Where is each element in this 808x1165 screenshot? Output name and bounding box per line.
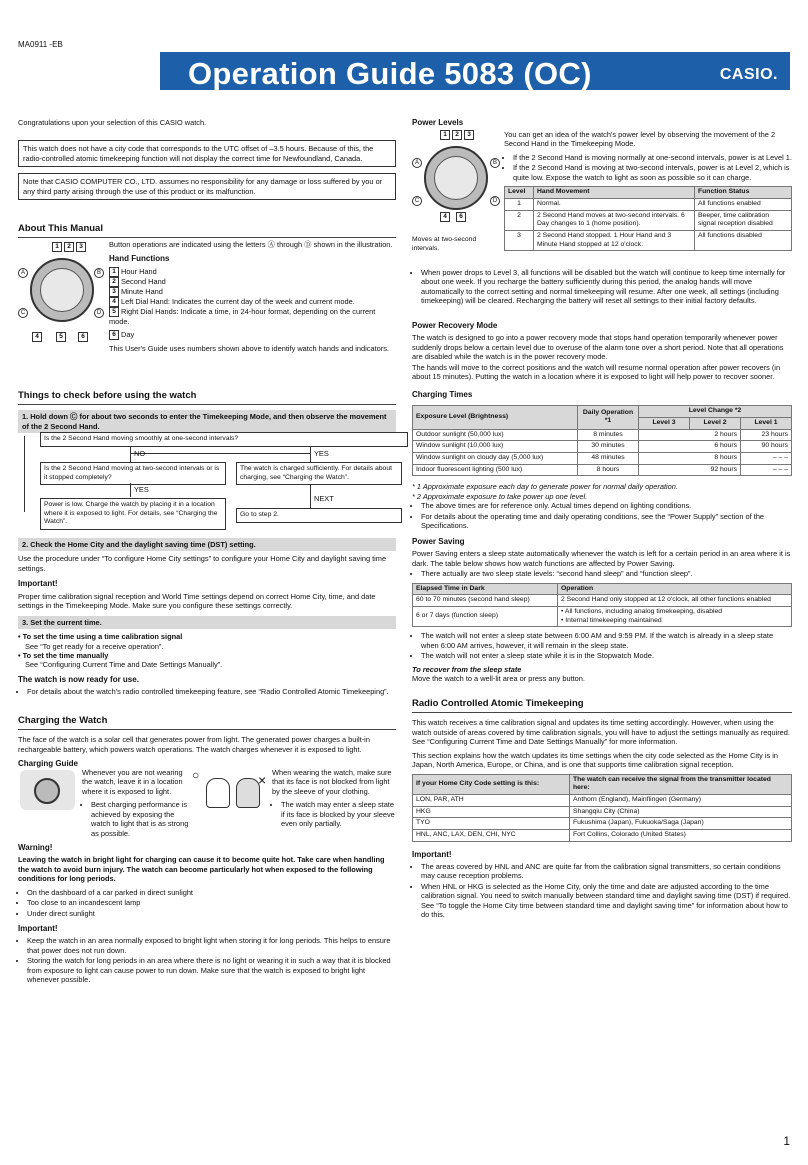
- table-row: HNL, ANC, LAX, DEN, CHI, NYC Fort Collins, Colorado (United States): [413, 829, 792, 841]
- footnote-1: * 1 Approximate exposure each day to generate power for normal daily operation.: [412, 482, 678, 492]
- set-manual-title: • To set the time manually: [18, 650, 109, 660]
- button-b-label: B: [94, 268, 104, 278]
- step-1: 1. Hold down Ⓒ for about two seconds to enter the Timekeeping Mode, and then observe the movement of the 2 Second Hand.: [18, 410, 396, 433]
- power-level-bullet: • If the 2 Second Hand is moving normally at one-second intervals, power is at Level 1.: [513, 153, 792, 162]
- charging-times-bullet: • For details about the operating time and daily operating conditions, see the “Power Supply” section of the Specifications.: [421, 512, 792, 531]
- about-heading: About This Manual: [18, 223, 396, 238]
- recovery-text-2: The hands will move to the correct positions and the watch will resume normal operation after power recovers (in about 15 minutes). Putting the watch in a location where it is exposed to light will help power to recover sooner.: [412, 362, 781, 382]
- watch-face-icon: [30, 258, 94, 322]
- marker-1: 1: [52, 242, 62, 252]
- table-row: TYO Fukushima (Japan), Fukuoka/Saga (Japan): [413, 818, 792, 830]
- charging-guide-title: Charging Guide: [18, 759, 78, 769]
- power-level-bullet: • If the 2 Second Hand is moving at two-second intervals, power is at Level 2, which is quite low. Expose the watch to light as soon as possible so it can charge.: [513, 163, 792, 182]
- flow-yes-label-2: YES: [134, 485, 149, 494]
- table-row: 60 to 70 minutes (second hand sleep) 2 Second Hand only stopped at 12 o'clock, all other functions enabled: [413, 595, 792, 607]
- power-saving-bullet: • The watch will not enter a sleep state while it is in the Stopwatch Mode.: [421, 651, 792, 660]
- power-saving-text: Power Saving enters a sleep state automatically whenever the watch is left for a certain period in an area where it is dark. The table below shows how watch functions are affected by Power Saving.: [412, 549, 791, 568]
- radio-important-item: • When HNL or HKG is selected as the Home City, only the time and date are adjusted according to the time calibration signal. You need to switch manually between standard time and daylight saving time (DST) if required. See “To toggle the Home City time between standard time and daylight saving time” for information about how to do this.: [421, 882, 792, 920]
- about-text: Button operations are indicated using the letters Ⓐ through Ⓓ shown in the illustration.: [109, 240, 393, 249]
- button-c-label: C: [18, 308, 28, 318]
- bare-wrist-icon: [206, 778, 230, 808]
- power-saving-bullet: • The watch will not enter a sleep state between 6:00 AM and 9:59 PM. If the watch is already in a sleep state when 6:00 AM arrives, however, it will remain in the sleep state.: [421, 631, 792, 650]
- things-steps: [18, 538, 396, 701]
- table-row: 3 2 Second Hand stopped. 1 Hour Hand and 3 Minute Hand stopped at 12 o'clock. All functions disabled: [505, 231, 792, 251]
- charging-heading: Charging the Watch: [18, 715, 396, 730]
- flow-goto-step2: Go to step 2.: [236, 508, 402, 523]
- power-levels-section: [412, 118, 792, 130]
- watch-illustration: [18, 240, 104, 342]
- casio-logo: CASIO.: [719, 66, 778, 83]
- recovery-text-1: The watch is designed to go into a power recovery mode that stops hand operation temporarily whenever power suddenly drops below a certain level due to overuse of the alarm tone over a short period. Note that all operations are disabled while the watch is in the power recovery mode.: [412, 333, 784, 362]
- button-d-label: D: [94, 308, 104, 318]
- ok-icon: ○: [192, 768, 200, 782]
- table-row: LON, PAR, ATH Anthorn (England), Mainflingen (Germany): [413, 794, 792, 806]
- watch-caption: Moves at two-second intervals.: [412, 236, 477, 252]
- watch-face-icon: [424, 146, 488, 210]
- power-levels-body: [504, 130, 792, 251]
- button-a-label: A: [18, 268, 28, 278]
- hand-item: 4 Left Dial Hand: Indicates the current day of the week and current mode.: [109, 297, 396, 307]
- radio-important-heading: Important!: [412, 849, 452, 859]
- flow-question-2: Is the 2 Second Hand moving at two-second intervals or is it stopped completely?: [40, 462, 226, 485]
- hand-item: 6 Day: [109, 330, 396, 340]
- power-saving-heading: Power Saving: [412, 537, 465, 546]
- important-item: • Storing the watch for long periods in an area where there is no light or wearing it in such a way that it is blocked from exposure to light can cause power to run down. Make sure that the watch is exposed to bright light whenever possible.: [27, 956, 396, 984]
- hand-item: 5 Right Dial Hands: Indicate a time, in 24-hour format, depending on the current mode.: [109, 306, 376, 326]
- title-banner: [160, 52, 790, 90]
- charging-right-text: When wearing the watch, make sure that its face is not blocked from light by the sleeve of your clothing. • The watch may enter a sleep state if its face is blocked by your sleeve even only partially.: [272, 768, 396, 833]
- charging-important-heading: Important!: [18, 924, 58, 934]
- important-heading: Important!: [18, 579, 58, 589]
- charging-left-text: Whenever you are not wearing the watch, leave it in a location where it is exposed to light. • Best charging performance is achieved by exposing the watch to light that is as strong as possible.: [82, 768, 190, 842]
- power-saving-section: [412, 537, 792, 688]
- page-title: Operation Guide 5083 (OC): [188, 56, 592, 91]
- power-watch-illustration: 1 2 3 A B C D 4 6 Moves at two-second intervals.: [412, 130, 498, 255]
- watch-icon: [34, 778, 60, 804]
- table-row: Window sunlight on cloudy day (5,000 lux) 48 minutes 8 hours – – –: [413, 452, 792, 464]
- radio-text-1: This watch receives a time calibration signal and updates its time setting accordingly. However, when using the watch outside of areas covered by time calibration signals, you will have to adjust the settings manually as required. See “Configuring Current Time and Date Settings Manually” for more information.: [412, 718, 790, 747]
- charging-text: The face of the watch is a solar cell that generates power from light. The generated power charges a built-in rechargeable battery, which powers watch operations. The watch charges whenever it is exposed to light.: [18, 735, 370, 754]
- flow-low-power: Power is low. Charge the watch by placing it in a location where it is exposed to light. For details, see “Charging the Watch”.: [40, 498, 226, 530]
- recovery-section: [412, 321, 792, 386]
- flowchart: [18, 432, 396, 532]
- sunlight-watch-illustration: [20, 770, 75, 810]
- set-manual-see: See “Configuring Current Time and Date Settings Manually”.: [25, 660, 223, 670]
- radio-text-2: This section explains how the watch updates its time settings when the city code selected as the Home City is in Japan, North America, Europe, or China, and is one that supports time calibration signal reception.: [412, 750, 779, 770]
- hand-item: 2 Second Hand: [109, 277, 396, 287]
- flow-next-label: NEXT: [314, 494, 334, 503]
- marker-6: 6: [78, 332, 88, 342]
- important-text: Proper time calibration signal reception and World Time settings depend on correct Home City, time, and date settings in the Timekeeping Mode. Make sure you configure these settings correctly.: [18, 591, 376, 611]
- step-2: 2. Check the Home City and the daylight saving time (DST) setting.: [18, 538, 396, 551]
- marker-4: 4: [32, 332, 42, 342]
- power-levels-heading: Power Levels: [412, 118, 464, 127]
- marker-5: 5: [56, 332, 66, 342]
- document-code: MA0911 -EB: [18, 40, 63, 49]
- power-levels-table: Level Hand Movement Function Status 1 Normal. All functions enabled 2 2 Second Hand moves at two-second intervals. 6 Day changes to 1 (home position). Beeper, time calibration signal reception disabled 3 2 Second Hand stopped. 1 Hour Hand and 3 Minute Hand stopped at 12 o'clock. All functions disabled: [504, 186, 792, 251]
- sleeve-wrist-icon: [236, 778, 260, 808]
- ng-icon: ×: [258, 772, 267, 788]
- power-levels-after: • When power drops to Level 3, all functions will be disabled but the watch will continue to keep time internally for about one week. If you recharge the battery sufficiently during this period, the analog hands will move automatically to the correct setting and normal timekeeping will resume. After one week, all settings (including timekeeping) will be cleared. Recharging the battery will reset all settings to their initial factory defaults.: [412, 268, 792, 310]
- hand-functions-title: Hand Functions: [109, 254, 170, 264]
- intro-section: [18, 118, 396, 206]
- recovery-heading: Power Recovery Mode: [412, 321, 498, 330]
- newfoundland-note: This watch does not have a city code that corresponds to the UTC offset of –3.5 hours. Because of this, the radio-controlled atomic timekeeping function will not display the correct time for Newfoundland, Canada.: [18, 140, 396, 167]
- charging-times-bullet: • The above times are for reference only. Actual times depend on lighting conditions.: [421, 501, 792, 510]
- charging-times-table: Exposure Level (Brightness) Daily Operation *1 Level Change *2 Level 3 Level 2 Level 1 Outdoor sunlight (50,000 lux) 8 minutes 2 hours 23 hours Window sunlight (10,000 lux) 30 minutes 6 hours 90 hours Window sunlight on cloudy day (5,000 lux) 48 minutes 8 hours – – – Indoor fluorescent lighting (500 lux) 8 hours 92 hours – – –: [412, 405, 792, 476]
- flow-charged: The watch is charged sufficiently. For details about charging, see “Charging the Watch”.: [236, 462, 402, 485]
- table-row: 1 Normal. All functions enabled: [505, 199, 792, 211]
- warning-text: Leaving the watch in bright light for charging can cause it to become quite hot. Take care when handling the watch to avoid burn injury. The watch can become particularly hot when exposed to the following conditions for long periods.: [18, 855, 385, 884]
- power-saving-table: Elapsed Time in Dark Operation 60 to 70 minutes (second hand sleep) 2 Second Hand only stopped at 12 o'clock, all other functions enabled 6 or 7 days (function sleep) • All functions, including analog timekeeping, disabled • Internal timekeeping maintained: [412, 583, 792, 628]
- hand-functions: [109, 240, 396, 358]
- table-row: Window sunlight (10,000 lux) 30 minutes 6 hours 90 hours: [413, 441, 792, 453]
- warning-item: • Under direct sunlight: [27, 909, 396, 918]
- things-section: [18, 390, 396, 436]
- flow-yes-label-1: YES: [314, 449, 329, 458]
- warning-item: • On the dashboard of a car parked in direct sunlight: [27, 888, 396, 897]
- table-row: HKG Shangqiu City (China): [413, 806, 792, 818]
- warning-heading: Warning!: [18, 843, 53, 852]
- table-row: Indoor fluorescent lighting (500 lux) 8 hours 92 hours – – –: [413, 464, 792, 476]
- radio-section: [412, 698, 792, 924]
- table-row: Outdoor sunlight (50,000 lux) 8 minutes 2 hours 23 hours: [413, 429, 792, 441]
- charging-section: [18, 715, 396, 771]
- hand-item: 3 Minute Hand: [109, 287, 396, 297]
- table-row: 2 2 Second Hand moves at two-second intervals. 6 Day changes to 1 (home position). Beeper, time calibration signal reception disabled: [505, 210, 792, 230]
- ready-heading: The watch is now ready for use.: [18, 674, 139, 684]
- radio-heading: Radio Controlled Atomic Timekeeping: [412, 698, 792, 713]
- set-signal-title: • To set the time using a time calibration signal: [18, 632, 183, 642]
- hand-item: 1 Hour Hand: [109, 267, 396, 277]
- about-footer: This User's Guide uses numbers shown above to identify watch hands and indicators.: [109, 344, 389, 354]
- flow-question-1: Is the 2 Second Hand moving smoothly at one-second intervals?: [40, 432, 408, 447]
- recover-title: To recover from the sleep state: [412, 664, 522, 674]
- ready-text: • For details about the watch's radio controlled timekeeping feature, see “Radio Controlled Atomic Timekeeping”.: [27, 687, 396, 696]
- power-saving-levels: • There actually are two sleep state levels: “second hand sleep” and “function sleep”.: [421, 569, 792, 578]
- page-number: 1: [783, 1134, 790, 1148]
- home-city-table: If your Home City Code setting is this: The watch can receive the signal from the transmitter located here: LON, PAR, ATH Anthorn (England), Mainflingen (Germany) HKG Shangqiu City (China) TYO Fukushima (Japan), Fukuoka/Saga (Japan) HNL, ANC, LAX, DEN, CHI, NYC Fort Collins, Colorado (United States): [412, 774, 792, 842]
- power-levels-intro: You can get an idea of the watch's power level by observing the movement of the 2 Second Hand in the Timekeeping Mode.: [504, 130, 776, 149]
- things-heading: Things to check before using the watch: [18, 390, 396, 405]
- recover-text: Move the watch to a well-lit area or press any button.: [412, 674, 585, 684]
- liability-note: Note that CASIO COMPUTER CO., LTD. assumes no responsibility for any damage or loss suffered by you or any third party arising through the use of this product or its malfunction.: [18, 173, 396, 200]
- step-2-text: Use the procedure under “To configure Home City settings” to configure your Home City and daylight saving time settings.: [18, 554, 387, 573]
- congrats-text: Congratulations upon your selection of this CASIO watch.: [18, 118, 207, 127]
- charging-warnings: [18, 843, 396, 989]
- set-signal-see: See “To get ready for a receive operation”.: [25, 641, 164, 651]
- footnote-2: * 2 Approximate exposure to take power up one level.: [412, 491, 588, 501]
- charging-times-section: [412, 390, 792, 535]
- radio-important-item: • The areas covered by HNL and ANC are quite far from the calibration signal transmitters, so certain conditions may cause reception problems.: [421, 862, 792, 881]
- marker-2: 2: [64, 242, 74, 252]
- step-3: 3. Set the current time.: [18, 616, 396, 629]
- marker-3: 3: [76, 242, 86, 252]
- warning-item: • Too close to an incandescent lamp: [27, 898, 396, 907]
- table-row: 6 or 7 days (function sleep) • All functions, including analog timekeeping, disabled • Internal timekeeping maintained: [413, 607, 792, 627]
- flow-no-label: NO: [134, 449, 146, 458]
- important-item: • Keep the watch in an area normally exposed to bright light when storing it for long periods. This helps to ensure that power does not run down.: [27, 936, 396, 955]
- charging-times-heading: Charging Times: [412, 390, 473, 399]
